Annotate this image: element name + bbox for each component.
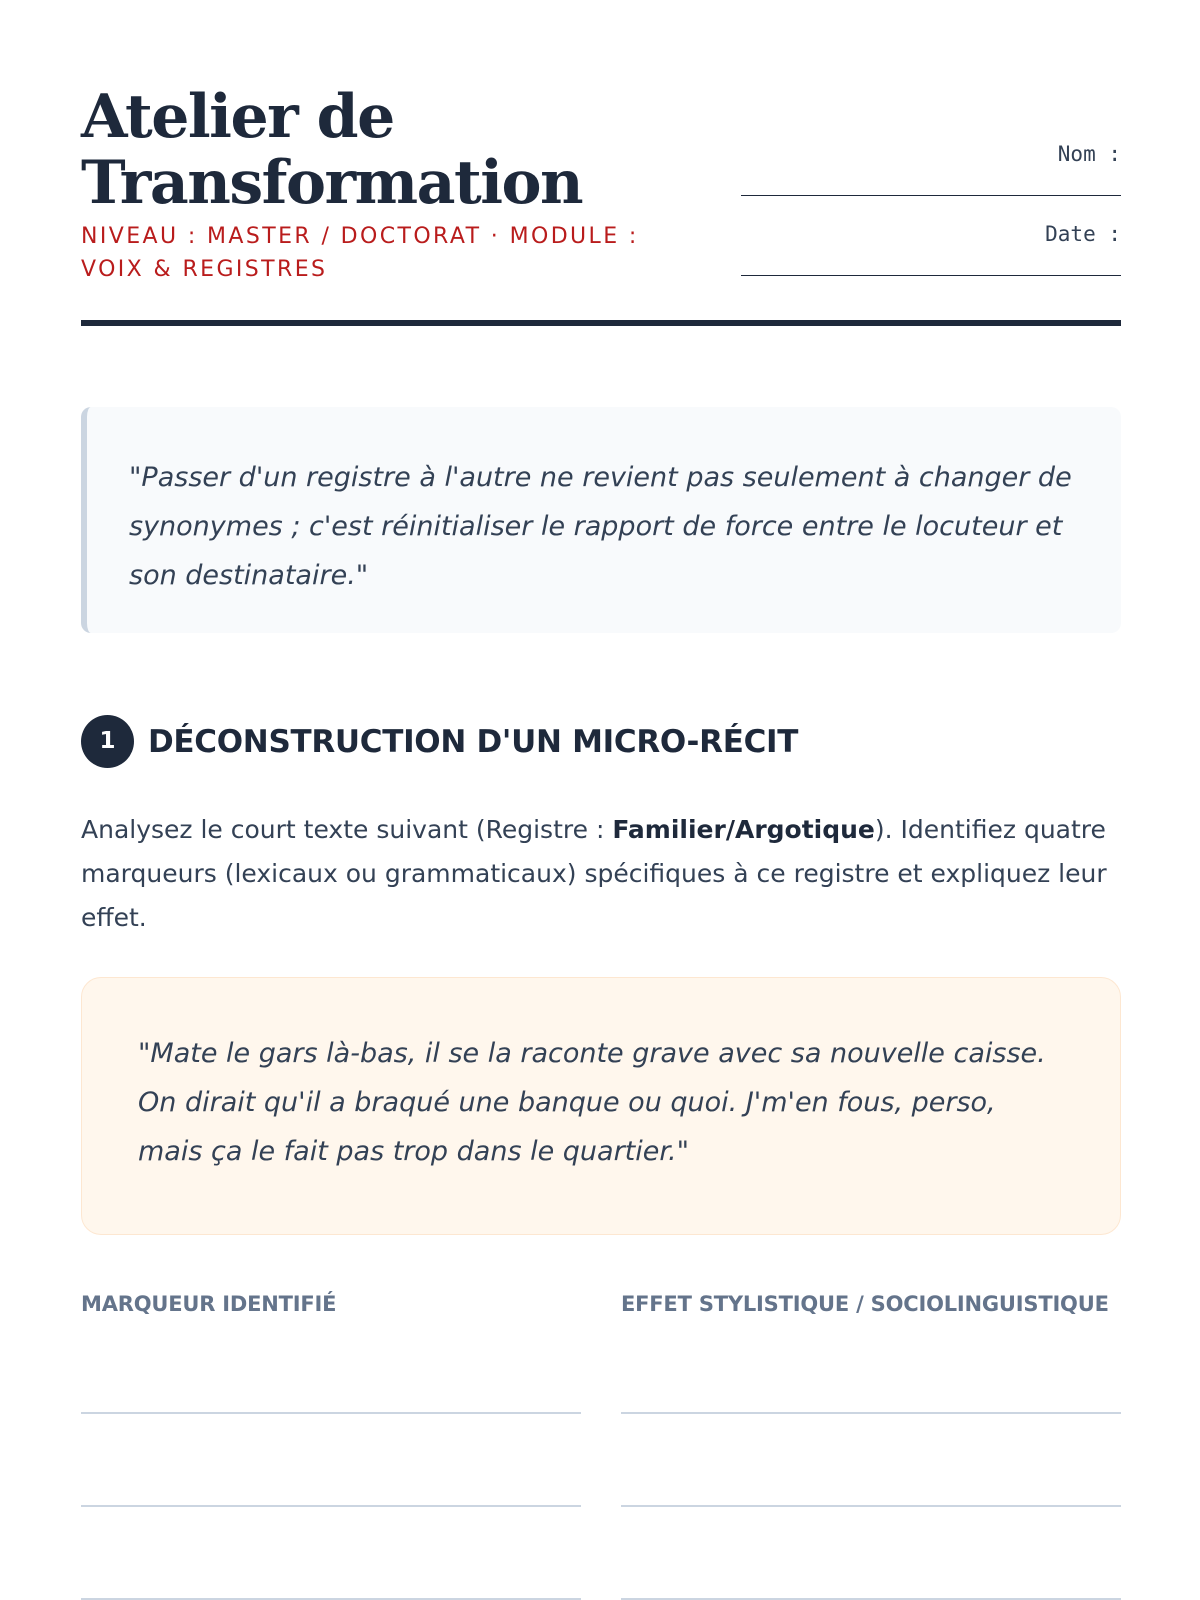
name-field-line[interactable] [741, 172, 1121, 196]
date-field-line[interactable] [741, 252, 1121, 276]
page-title [81, 84, 701, 216]
excerpt-text: "Mate le gars là-bas, il se la raconte grave avec sa nouvelle caisse. On dirait qu'il a braqué une banque ou quoi. J'm'en fous, perso, mais ça le fait pas trop dans le quartier." [138, 1038, 1046, 1167]
header-divider [81, 320, 1121, 326]
date-field-label: Date : [1045, 222, 1121, 246]
title-block [81, 84, 701, 286]
column-header-effect: EFFET STYLISTIQUE / SOCIOLINGUISTIQUE [621, 1292, 1109, 1316]
section-instructions [81, 808, 1121, 940]
name-field-label: Nom : [1057, 142, 1121, 166]
student-fields [741, 142, 1121, 302]
instructions-text-start: Analysez le court texte suivant (Registre : [81, 815, 613, 844]
epigraph-quote [81, 407, 1121, 633]
section-number-badge: 1 [81, 715, 134, 768]
name-field [741, 142, 1121, 196]
level-module-subtitle: NIVEAU : MASTER / DOCTORAT · MODULE : VOIX & REGISTRES [81, 224, 639, 282]
title-line-1: Atelier de [81, 82, 394, 152]
title-line-2: Transformation [81, 148, 583, 218]
column-header-marker: MARQUEUR IDENTIFIÉ [81, 1292, 337, 1316]
epigraph-text: "Passer d'un registre à l'autre ne revient pas seulement à changer de synonymes ; c'est réinitialiser le rapport de force entre le locuteur et son destinataire." [129, 462, 1072, 591]
answer-line-effect-1[interactable] [621, 1412, 1121, 1414]
answer-line-effect-2[interactable] [621, 1505, 1121, 1507]
instructions-text-end: ). Identifiez quatre marqueurs (lexicaux ou grammaticaux) spécifiques à ce registre et expliquez leur effet. [81, 815, 1107, 932]
section-title: DÉCONSTRUCTION D'UN MICRO-RÉCIT [148, 724, 799, 760]
section-heading [81, 715, 1121, 769]
answer-line-marker-2[interactable] [81, 1505, 581, 1507]
worksheet-header [81, 84, 1121, 324]
register-label: Familier/Argotique [612, 815, 875, 844]
date-field [741, 222, 1121, 276]
answer-line-marker-1[interactable] [81, 1412, 581, 1414]
text-excerpt-box [81, 977, 1121, 1235]
